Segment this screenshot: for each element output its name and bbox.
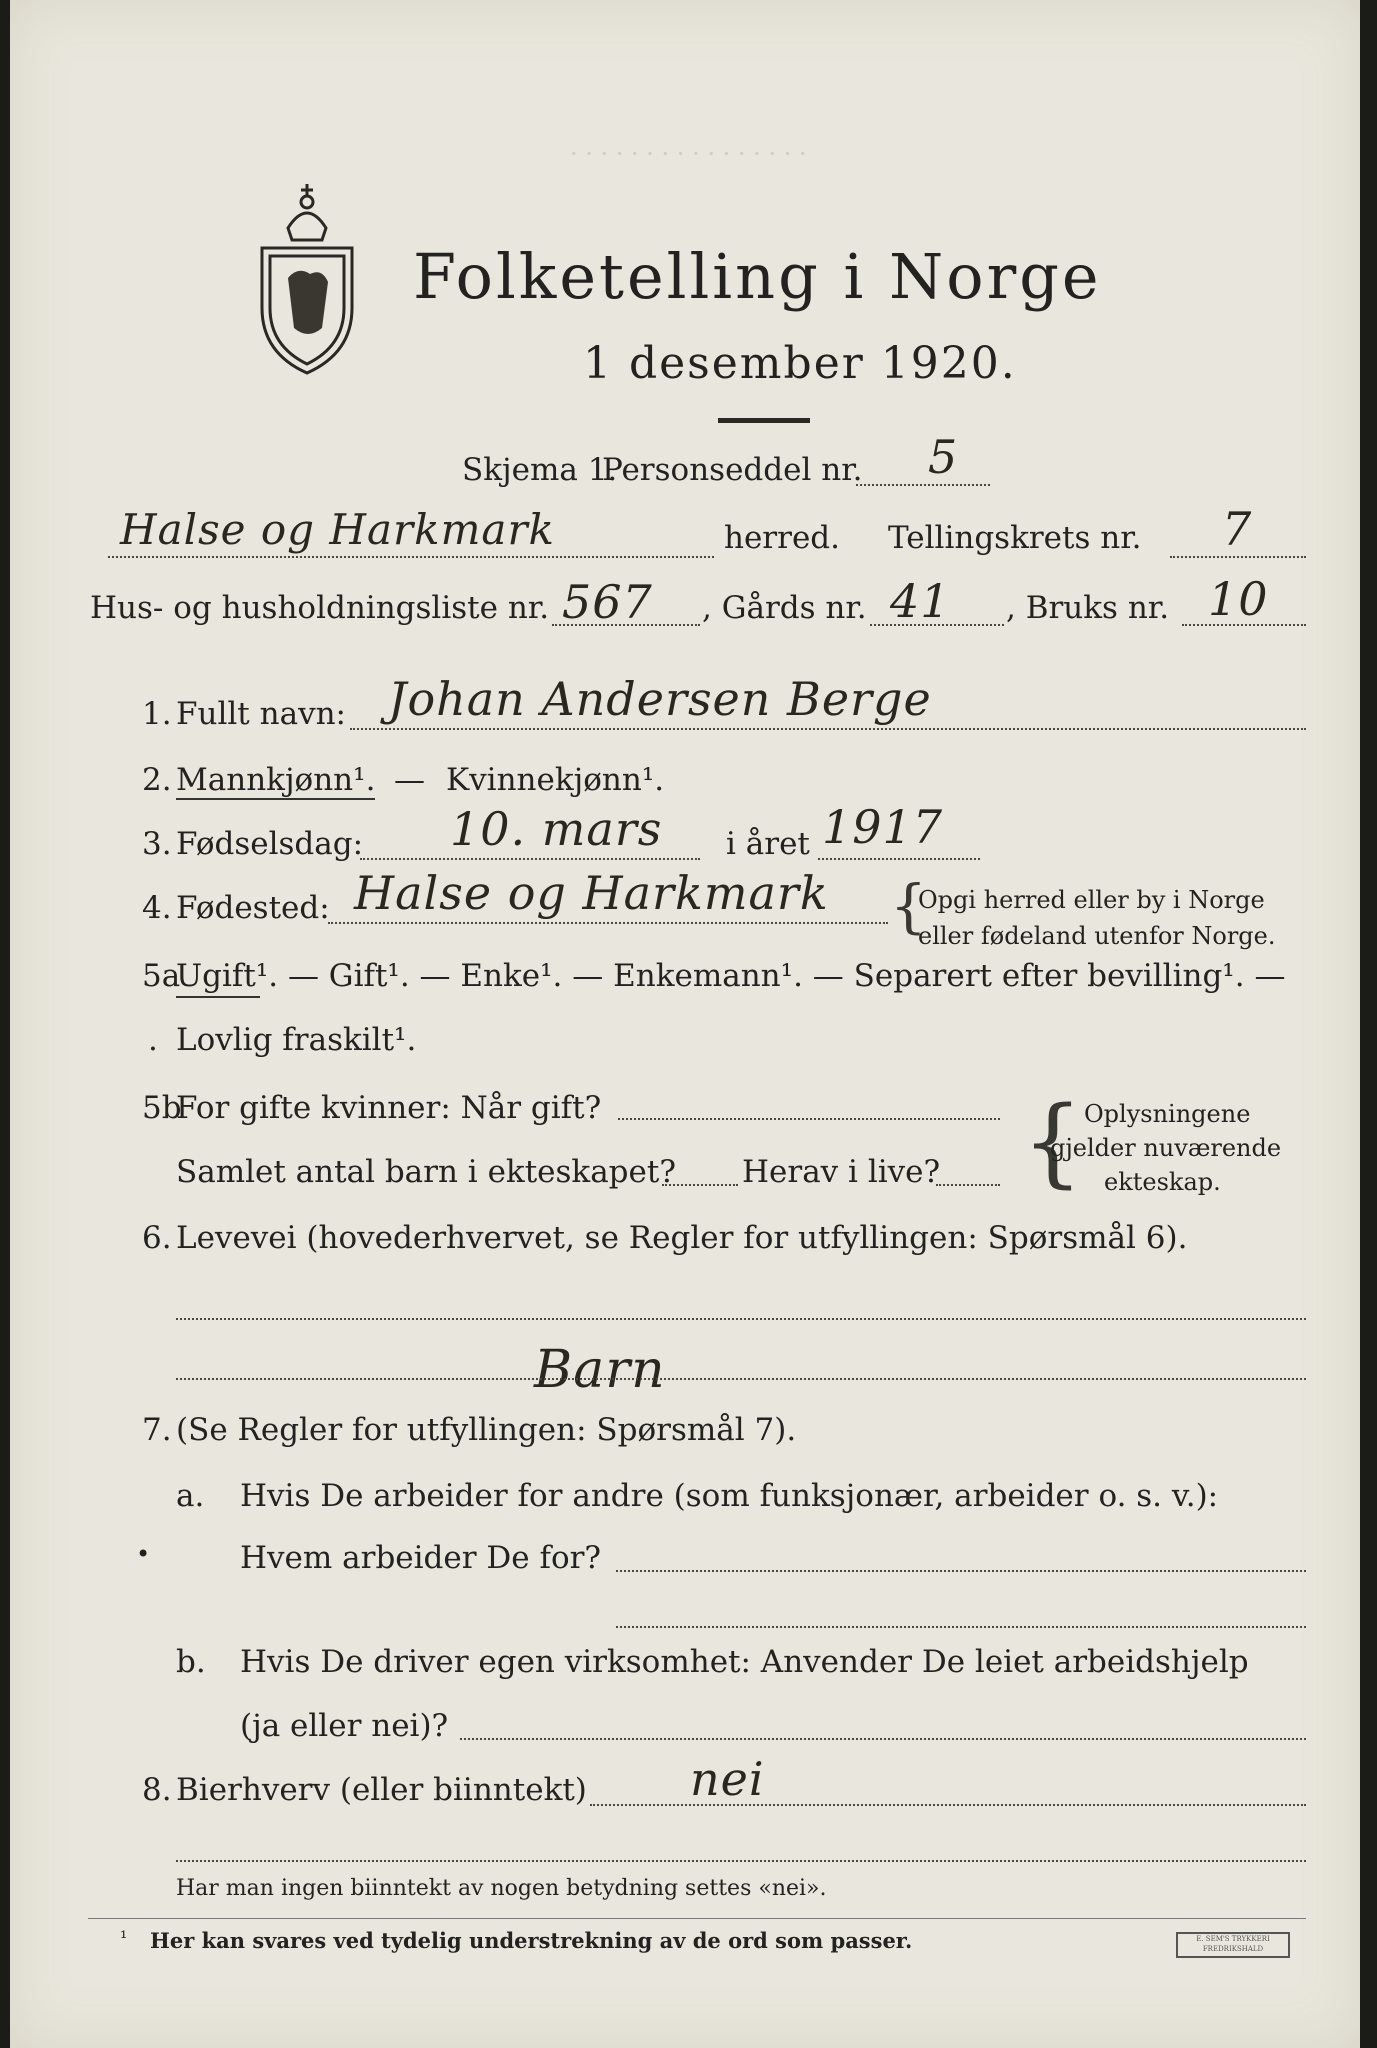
q4-number: 4. <box>142 890 172 926</box>
q5b-married-line <box>618 1118 1000 1120</box>
footnote-number: ¹ <box>120 1928 128 1949</box>
herred-value[interactable]: Halse og Harkmark <box>120 505 555 554</box>
q6-number: 6. <box>142 1220 172 1256</box>
q7a-letter: a. <box>176 1478 205 1514</box>
birth-year-value[interactable]: 1917 <box>822 800 944 854</box>
q5b-note-line2: gjelder nuværende <box>1050 1134 1282 1162</box>
q5b-note-line3: ekteskap. <box>1104 1168 1221 1196</box>
q7-label: (Se Regler for utfyllingen: Spørsmål 7). <box>176 1412 797 1448</box>
hus-value[interactable]: 567 <box>562 575 653 629</box>
personseddel-line <box>856 484 990 486</box>
q7a-label1: Hvis De arbeider for andre (som funksjonær, arbeider o. s. v.): <box>240 1478 1219 1514</box>
q5b-note-line1: Oplysningene <box>1084 1100 1251 1128</box>
personseddel-value[interactable]: 5 <box>928 430 959 484</box>
bruks-label: , Bruks nr. <box>1006 590 1170 626</box>
q8-number: 8. <box>142 1772 172 1808</box>
q2-number: 2. <box>142 762 172 798</box>
q4-brace: { <box>890 872 927 940</box>
tellingskrets-value[interactable]: 7 <box>1222 502 1253 556</box>
q6-line2 <box>176 1378 1306 1380</box>
hus-label: Hus- og husholdningsliste nr. <box>90 590 550 626</box>
q7b-label1: Hvis De driver egen virksomhet: Anvender De leiet arbeidshjelp <box>240 1644 1249 1680</box>
printer-stamp: E. SEM'S TRYKKERI FREDRIKSHALD <box>1176 1932 1290 1958</box>
nei-note: Har man ingen biinntekt av nogen betydning settes «nei». <box>176 1876 827 1901</box>
q3-year-label: i året <box>726 826 810 862</box>
form-title: Folketelling i Norge <box>413 240 1102 313</box>
marital-status-options-2[interactable]: Lovlig fraskilt¹. <box>176 1022 417 1058</box>
birthplace-value[interactable]: Halse og Harkmark <box>354 866 829 920</box>
census-form-page <box>10 0 1360 2048</box>
occupation-value[interactable]: Barn <box>534 1340 666 1400</box>
census-date: 1 desember 1920. <box>583 338 1017 389</box>
herred-line <box>108 556 714 558</box>
tellingskrets-label: Tellingskrets nr. <box>888 520 1142 556</box>
q3-number: 3. <box>142 826 172 862</box>
q2-separator: — <box>394 762 425 798</box>
birth-date-value[interactable]: 10. mars <box>450 802 663 856</box>
q6-line1 <box>176 1318 1306 1320</box>
q4-note-line1: Opgi herred eller by i Norge <box>918 886 1265 914</box>
full-name-value[interactable]: Johan Andersen Berge <box>388 672 932 726</box>
q4-line <box>328 922 888 924</box>
bleed-through-text: · · · · · · · · · · · · · · · · <box>570 140 807 168</box>
footnote-divider <box>88 1918 1306 1919</box>
marital-status-options[interactable]: Ugift¹. — Gift¹. — Enke¹. — Enkemann¹. — Separert efter bevilling¹. — <box>176 958 1286 994</box>
q5b-label3: Herav i live? <box>742 1154 941 1190</box>
skjema-label: Skjema 1. <box>462 452 618 488</box>
q7a-bullet: • <box>136 1540 151 1568</box>
herred-label: herred. <box>724 520 840 556</box>
q7b-label2: (ja eller nei)? <box>240 1708 449 1744</box>
bruks-value[interactable]: 10 <box>1208 572 1269 626</box>
gards-label: , Gårds nr. <box>702 590 867 626</box>
q1-number: 1. <box>142 696 172 732</box>
q5b-number: 5b <box>142 1090 182 1126</box>
q4-note-line2: eller fødeland utenfor Norge. <box>918 922 1276 950</box>
q5b-living-line <box>936 1184 1000 1186</box>
q7b-letter: b. <box>176 1644 206 1680</box>
q3-year-line <box>818 858 980 860</box>
ugift-underline <box>176 996 260 998</box>
q5a-number: 5a <box>142 958 181 994</box>
q3-date-line <box>360 858 700 860</box>
personseddel-label: Personseddel nr. <box>602 452 863 488</box>
gender-male-option[interactable]: Mannkjønn¹. <box>176 762 376 798</box>
q7a-line2 <box>616 1626 1306 1628</box>
q8-label: Bierhverv (eller biinntekt) <box>176 1772 587 1808</box>
q5b-brace: { <box>1022 1086 1084 1198</box>
side-income-value[interactable]: nei <box>690 1752 765 1806</box>
q1-line <box>350 728 1306 730</box>
q7a-label2: Hvem arbeider De for? <box>240 1540 602 1576</box>
q8-line2 <box>176 1860 1306 1862</box>
q5a-dot: . <box>148 1022 158 1058</box>
title-divider <box>718 418 810 423</box>
q6-label: Levevei (hovederhvervet, se Regler for utfyllingen: Spørsmål 6). <box>176 1220 1188 1256</box>
tellingskrets-line <box>1170 556 1306 558</box>
norway-coat-of-arms-icon <box>248 178 366 378</box>
q7a-employer-line <box>616 1570 1306 1572</box>
q1-label: Fullt navn: <box>176 696 346 732</box>
footnote-text: Her kan svares ved tydelig understrekning av de ord som passer. <box>150 1928 913 1953</box>
q7b-answer-line <box>460 1738 1306 1740</box>
q5b-label1: For gifte kvinner: Når gift? <box>176 1090 602 1126</box>
q5b-children-line <box>662 1184 738 1186</box>
gender-female-option[interactable]: Kvinnekjønn¹. <box>446 762 665 798</box>
q4-label: Fødested: <box>176 890 330 926</box>
gards-value[interactable]: 41 <box>890 574 951 628</box>
q5b-label2: Samlet antal barn i ekteskapet? <box>176 1154 676 1190</box>
q3-label: Fødselsdag: <box>176 826 364 862</box>
q7-number: 7. <box>142 1412 172 1448</box>
